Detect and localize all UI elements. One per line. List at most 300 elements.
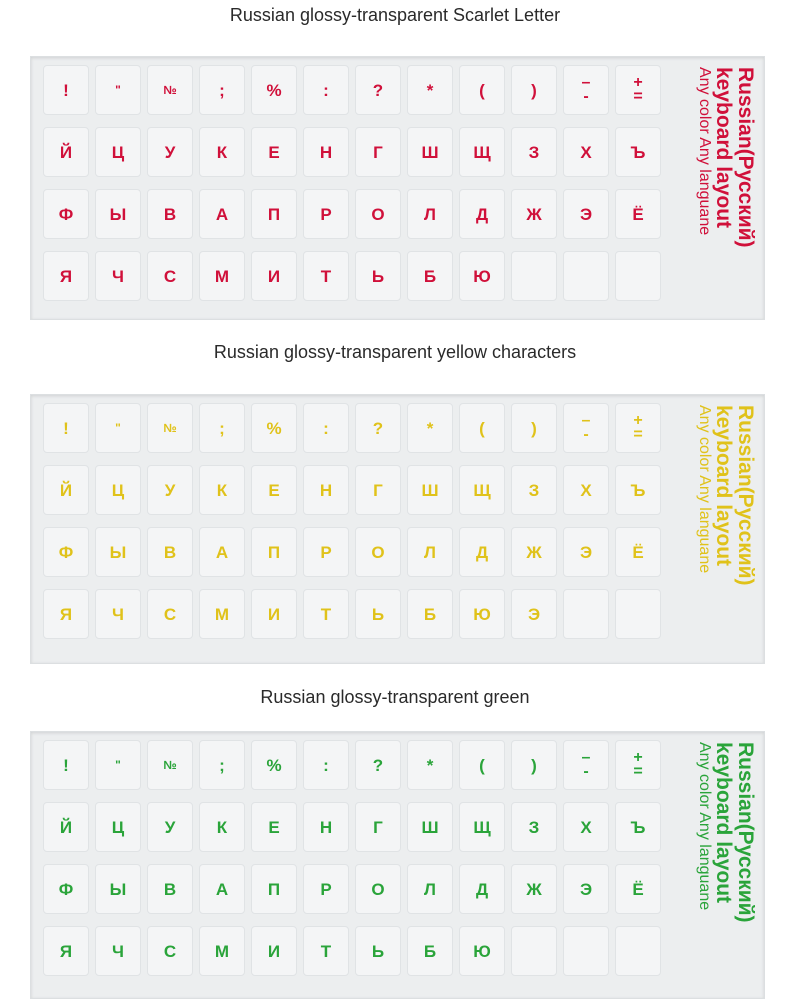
key-label: : [323,755,329,775]
side-label-line: Russian(Русский) [734,67,757,248]
key-label: К [216,142,228,162]
key-label: ! [63,418,69,438]
key-sticker [355,251,401,301]
key-sticker [147,527,193,577]
key-sticker [355,127,401,177]
key-label: Ш [421,817,439,837]
key-label: Д [475,204,489,224]
key-sticker [303,589,349,639]
key-sticker [459,127,505,177]
key-sticker [43,740,89,790]
side-label-line: Russian(Русский) [734,405,757,586]
key-sticker [511,802,557,852]
key-sticker [95,589,141,639]
key-sticker [407,926,453,976]
side-label-line: keyboard layout [711,405,735,567]
key-sticker [251,589,297,639]
key-sticker [43,65,89,115]
key-sticker [511,189,557,239]
key-label: : [323,418,329,438]
key-sticker [511,589,557,639]
section-caption: Russian glossy-transparent green [260,687,530,707]
key-sticker [511,465,557,515]
key-sticker [407,864,453,914]
key-sticker [563,589,609,639]
key-sticker [95,127,141,177]
key-sticker [43,864,89,914]
key-label: * [426,80,434,100]
key-sticker [43,403,89,453]
key-label: Т [320,266,332,286]
key-label: С [163,941,177,961]
key-label: К [216,480,228,500]
key-label: Ф [58,879,74,899]
key-sticker [615,589,661,639]
side-label-line: Any color Any languane [695,67,713,236]
key-sticker [251,740,297,790]
key-sticker [459,740,505,790]
key-label: В [163,542,177,562]
key-sticker [147,403,193,453]
key-label: Ё [632,204,644,224]
key-label: Х [580,480,592,500]
key-sticker [147,465,193,515]
key-label: Ы [109,879,127,899]
key-label: Й [59,817,73,837]
key-sticker [95,527,141,577]
key-sticker [95,926,141,976]
key-label [633,411,643,443]
key-label: Э [579,879,593,899]
key-label: ; [219,418,225,438]
key-label: М [214,941,230,961]
key-sticker [199,802,245,852]
key-label: Р [320,204,332,224]
key-label-part: - [583,426,589,443]
key-sticker [407,127,453,177]
key-sticker [615,740,661,790]
key-label: Ю [473,604,491,624]
key-label: Ё [632,542,644,562]
sticker-section-green [0,675,790,1008]
key-sticker [407,403,453,453]
key-label: Л [424,542,436,562]
key-sticker [251,802,297,852]
key-label: И [267,266,281,286]
key-label: П [267,542,281,562]
side-label-line: Russian(Русский) [734,742,757,923]
key-label-part: – [581,411,591,429]
key-sticker [251,251,297,301]
key-sticker [355,465,401,515]
key-sticker [199,589,245,639]
key-sticker [251,127,297,177]
key-label [581,748,591,780]
side-label [695,67,756,248]
key-label: О [371,204,385,224]
key-label: Г [373,142,383,162]
key-label-part: = [633,88,643,105]
key-label: В [163,879,177,899]
key-label: ( [479,418,485,438]
key-label: Ч [112,604,124,624]
key-label [633,748,643,780]
key-label: С [163,266,177,286]
key-sticker [43,465,89,515]
key-sticker [355,802,401,852]
key-sticker [563,802,609,852]
key-sticker [43,251,89,301]
key-label: ? [372,418,384,438]
key-label: " [115,758,121,772]
key-sticker [407,527,453,577]
key-label: С [163,604,177,624]
key-sticker [355,740,401,790]
section-caption: Russian glossy-transparent Scarlet Letter [229,5,561,25]
key-label: Й [59,142,73,162]
key-label: ; [219,755,225,775]
key-sticker [199,189,245,239]
key-label: ( [479,80,485,100]
key-sticker [615,864,661,914]
key-sticker [511,65,557,115]
key-label: М [214,266,230,286]
key-label: Э [579,542,593,562]
key-sticker [251,189,297,239]
key-label: Х [580,142,592,162]
key-sticker [355,65,401,115]
key-sticker [147,926,193,976]
key-sticker [563,926,609,976]
key-sticker [407,251,453,301]
key-sticker [95,740,141,790]
key-sticker [355,527,401,577]
key-sticker [407,189,453,239]
key-sticker [199,65,245,115]
key-label: Б [423,604,437,624]
key-label: № [163,421,177,435]
key-label: Ц [111,480,125,500]
key-sticker [251,403,297,453]
key-sticker [563,127,609,177]
key-label: Ъ [630,817,646,837]
key-sticker [459,527,505,577]
key-sticker [563,465,609,515]
key-sticker [303,926,349,976]
key-sticker [95,465,141,515]
key-label: ! [63,80,69,100]
key-label: О [371,542,385,562]
key-label-part: = [633,426,643,443]
key-sticker [615,189,661,239]
key-sticker [407,465,453,515]
key-sticker [147,65,193,115]
key-label [633,73,643,105]
key-sticker [147,740,193,790]
key-label: Ч [112,941,124,961]
key-label: Н [319,817,333,837]
key-label: Ы [109,542,127,562]
key-label: ( [479,755,485,775]
key-label-part: + [633,73,643,91]
key-label: У [164,480,176,500]
key-label: Ю [473,266,491,286]
key-label: Г [373,480,383,500]
key-sticker [511,251,557,301]
key-label: " [115,83,121,97]
key-label: Ь [371,604,385,624]
key-label: О [371,879,385,899]
key-label: Ь [371,266,385,286]
key-sticker [459,465,505,515]
key-label: * [426,755,434,775]
key-sticker [303,251,349,301]
key-label: Б [423,266,437,286]
key-label: % [266,418,282,438]
key-sticker [147,802,193,852]
key-sticker [303,864,349,914]
key-sticker [303,403,349,453]
key-sticker [199,465,245,515]
key-sticker [251,864,297,914]
key-sticker [95,251,141,301]
key-sticker [303,802,349,852]
key-label: З [528,142,540,162]
key-sticker [615,926,661,976]
sticker-section-red [0,0,790,330]
key-sticker [459,802,505,852]
key-sticker [563,189,609,239]
side-label-line: keyboard layout [711,67,735,229]
key-sticker [95,802,141,852]
key-label: ? [372,755,384,775]
key-sticker [615,403,661,453]
key-sticker [407,65,453,115]
key-label: Д [475,542,489,562]
key-sticker [147,127,193,177]
key-label: Ю [473,941,491,961]
key-sticker [511,527,557,577]
key-sticker [303,189,349,239]
key-label: Щ [473,142,491,162]
key-sticker [459,403,505,453]
key-sticker [563,864,609,914]
key-label: Н [319,142,333,162]
key-sticker [303,740,349,790]
key-sticker [199,864,245,914]
key-label-part: + [633,748,643,766]
key-label: Ф [58,204,74,224]
key-sticker [407,589,453,639]
key-label: Н [319,480,333,500]
key-sticker [563,403,609,453]
key-label: Щ [473,480,491,500]
key-sticker [407,740,453,790]
key-label: У [164,142,176,162]
key-label: Ш [421,480,439,500]
key-sticker [615,527,661,577]
side-label [695,405,756,586]
key-label: Р [320,879,332,899]
key-label: Я [59,941,73,961]
key-label: И [267,941,281,961]
side-label-line: Any color Any languane [695,405,713,574]
key-sticker [95,65,141,115]
key-sticker [459,189,505,239]
key-label: А [215,879,229,899]
key-label: З [528,817,540,837]
key-sticker [459,251,505,301]
side-label-line: keyboard layout [711,742,735,904]
key-sticker [199,403,245,453]
key-sticker [43,527,89,577]
key-label: * [426,418,434,438]
key-label: % [266,80,282,100]
key-label: М [214,604,230,624]
sticker-sheet [30,394,765,664]
key-sticker [95,864,141,914]
key-label: У [164,817,176,837]
key-sticker [199,251,245,301]
key-label: Р [320,542,332,562]
key-label: № [163,758,177,772]
key-label: Ж [526,542,542,562]
key-label: Ё [632,879,644,899]
key-label: ? [372,80,384,100]
key-label: Ж [526,204,542,224]
key-sticker [355,864,401,914]
key-sticker [147,864,193,914]
key-label: Ч [112,266,124,286]
key-label-part: - [583,88,589,105]
key-sticker [95,403,141,453]
key-label: Ф [58,542,74,562]
key-sticker [615,251,661,301]
key-label: А [215,204,229,224]
key-sticker [251,465,297,515]
key-sticker [355,403,401,453]
key-sticker [43,127,89,177]
key-sticker [199,740,245,790]
key-sticker [407,802,453,852]
key-sticker [355,589,401,639]
key-label: Е [268,142,280,162]
key-label-part: = [633,763,643,780]
key-sticker [355,926,401,976]
key-label: Г [373,817,383,837]
key-label: № [163,83,177,97]
key-sticker [459,926,505,976]
key-sticker [251,65,297,115]
key-sticker [615,127,661,177]
key-label: Щ [473,817,491,837]
key-sticker [199,127,245,177]
key-label-part: + [633,411,643,429]
key-label: ) [531,755,537,775]
key-label: П [267,204,281,224]
key-label: Л [424,879,436,899]
key-sticker [43,189,89,239]
key-label [581,73,591,105]
key-label-part: - [583,763,589,780]
key-label: К [216,817,228,837]
key-label: Ъ [630,142,646,162]
key-label: Ц [111,817,125,837]
key-sticker [511,403,557,453]
key-sticker [303,65,349,115]
key-sticker [459,589,505,639]
key-sticker [459,65,505,115]
key-label: Ц [111,142,125,162]
key-label: : [323,80,329,100]
key-label: ; [219,80,225,100]
key-label: ) [531,418,537,438]
key-sticker [511,926,557,976]
key-label: Е [268,817,280,837]
key-sticker [511,740,557,790]
key-sticker [563,251,609,301]
key-label: Е [268,480,280,500]
key-label: А [215,542,229,562]
key-label: Я [59,266,73,286]
key-label: П [267,879,281,899]
key-sticker [147,589,193,639]
key-sticker [251,527,297,577]
key-sticker [303,465,349,515]
key-sticker [95,189,141,239]
key-sticker [199,926,245,976]
key-label: И [267,604,281,624]
key-sticker [355,189,401,239]
key-label: Т [320,941,332,961]
key-label-part: – [581,73,591,91]
key-sticker [199,527,245,577]
key-sticker [459,864,505,914]
key-sticker [563,527,609,577]
key-label: ) [531,80,537,100]
sticker-sheet [30,731,765,999]
key-label: Ъ [630,480,646,500]
key-sticker [303,527,349,577]
key-label: Ы [109,204,127,224]
key-sticker [563,65,609,115]
key-label: Э [579,204,593,224]
side-label-line: Any color Any languane [695,742,713,911]
key-sticker [43,802,89,852]
key-sticker [147,251,193,301]
key-label: Я [59,604,73,624]
key-sticker [615,465,661,515]
key-label: Д [475,879,489,899]
key-sticker [615,802,661,852]
key-label: В [163,204,177,224]
key-sticker [615,65,661,115]
key-label: Ж [526,879,542,899]
key-sticker [43,926,89,976]
key-label: З [528,480,540,500]
key-sticker [43,589,89,639]
key-label: Т [320,604,332,624]
key-sticker [303,127,349,177]
key-sticker [511,864,557,914]
sticker-sheet [30,56,765,320]
key-label-part: – [581,748,591,766]
key-label: Б [423,941,437,961]
key-label: Ь [371,941,385,961]
key-sticker [563,740,609,790]
key-label: Ш [421,142,439,162]
key-label [581,411,591,443]
